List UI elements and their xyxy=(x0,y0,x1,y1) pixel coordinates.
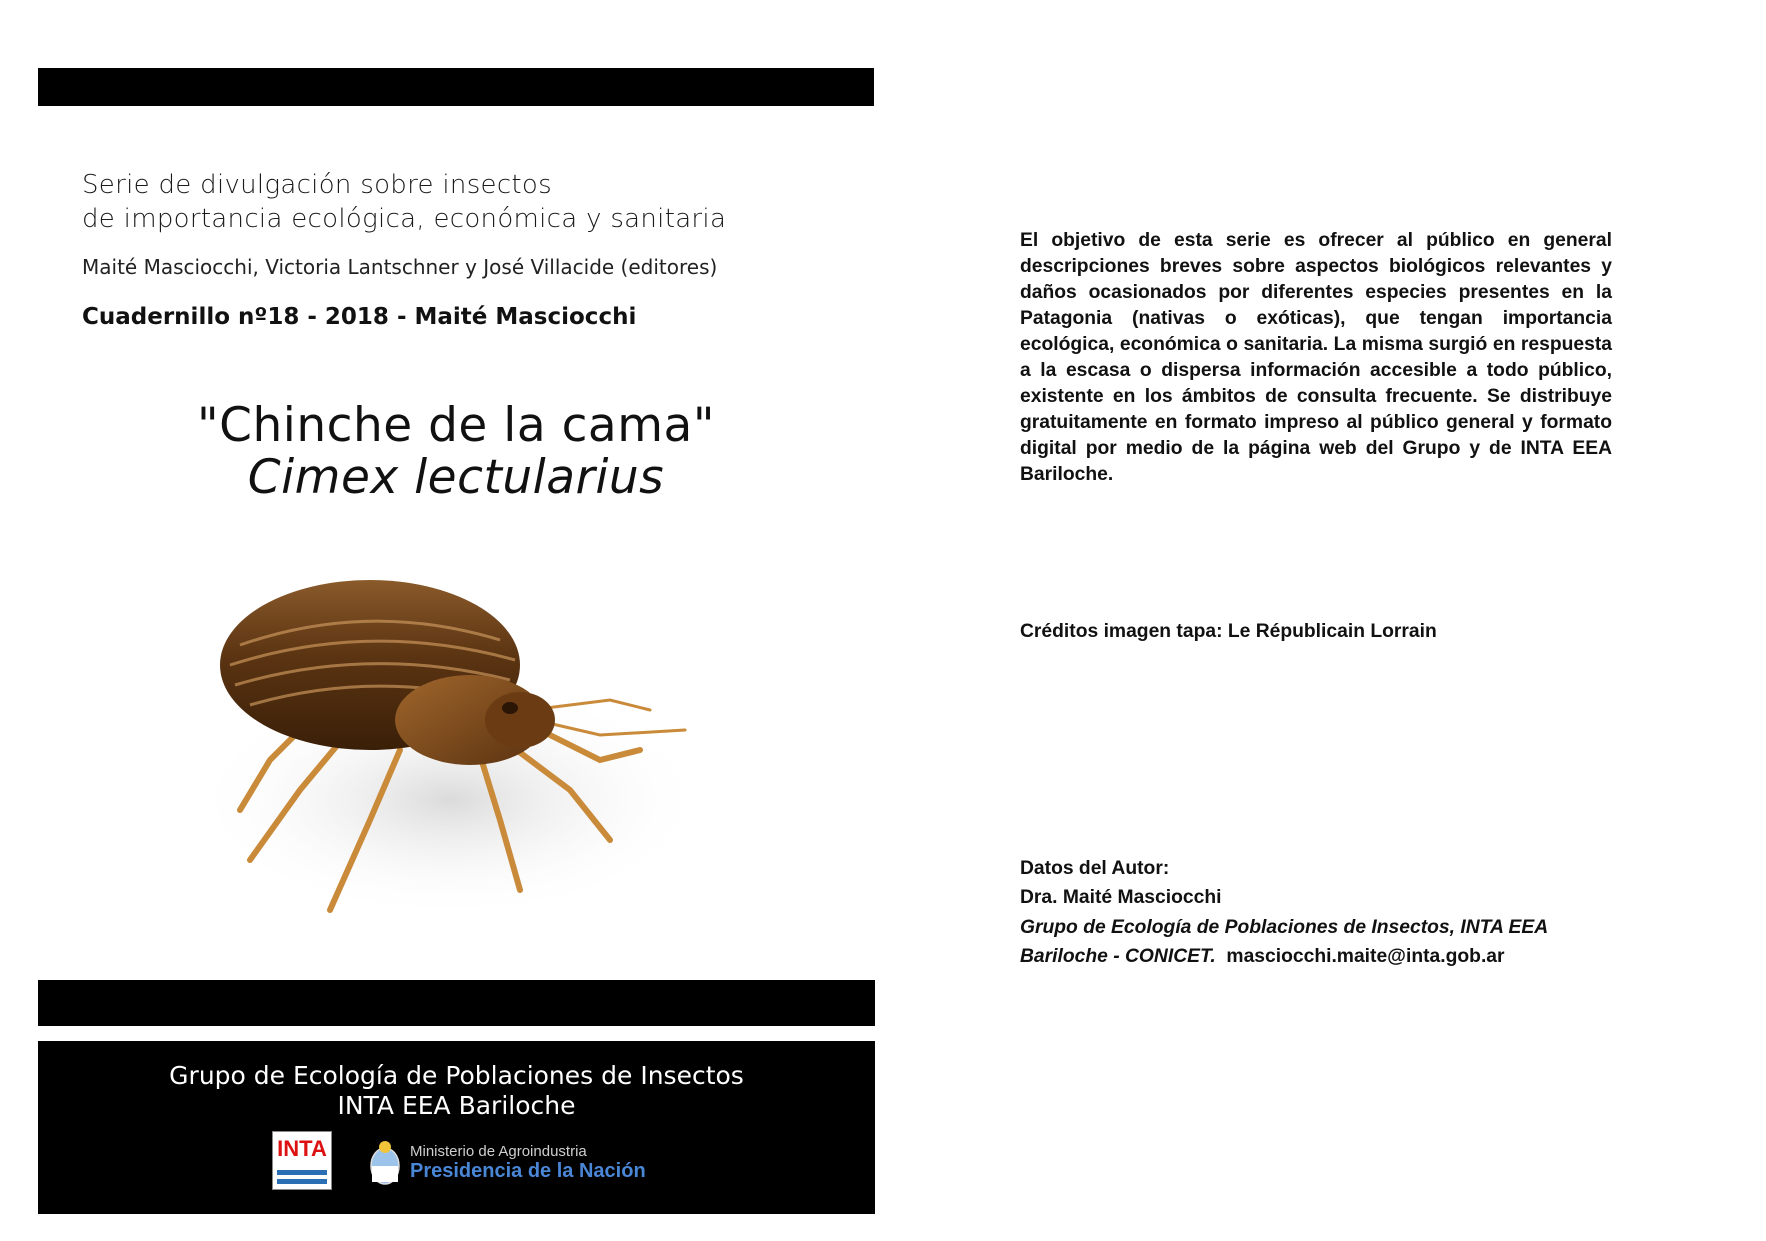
issue-line: Cuadernillo nº18 - 2018 - Maité Masciocchi xyxy=(82,304,637,330)
scientific-name-title: Cimex lectularius xyxy=(247,450,665,505)
institution-name: INTA EEA Bariloche xyxy=(337,1091,576,1120)
author-affiliation-continued: Bariloche - CONICET. xyxy=(1020,946,1216,967)
image-credits: Créditos imagen tapa: Le Républicain Lorrain xyxy=(1020,621,1437,642)
ministerio-label: Ministerio de Agroindustria xyxy=(410,1143,587,1160)
series-title-line1: Serie de divulgación sobre insectos xyxy=(82,170,552,200)
editors-line: Maité Masciocchi, Victoria Lantschner y José Villacide (editores) xyxy=(82,255,718,279)
bed-bug-photo xyxy=(180,560,760,940)
group-name: Grupo de Ecología de Poblaciones de Insectos xyxy=(169,1061,744,1090)
common-name-title: "Chinche de la cama" xyxy=(197,398,715,453)
middle-black-bar xyxy=(38,980,875,1026)
top-black-bar xyxy=(38,68,874,106)
author-email[interactable]: masciocchi.maite@inta.gob.ar xyxy=(1226,946,1505,967)
inta-logo xyxy=(272,1131,332,1190)
logo-stripe xyxy=(277,1179,327,1184)
presidencia-label: Presidencia de la Nación xyxy=(410,1160,646,1182)
author-affiliation-line1: Grupo de Ecología de Poblaciones de Insectos, INTA EEA xyxy=(1020,917,1549,938)
author-affiliation-line2 xyxy=(1020,946,1505,968)
logo-stripe xyxy=(277,1170,327,1175)
series-title-line2: de importancia ecológica, económica y sanitaria xyxy=(82,204,727,234)
inta-logo-text: INTA xyxy=(277,1136,327,1161)
argentina-coat-of-arms-icon xyxy=(367,1138,403,1188)
author-name: Dra. Maité Masciocchi xyxy=(1020,887,1222,908)
author-heading: Datos del Autor: xyxy=(1020,858,1170,879)
series-objective-paragraph: El objetivo de esta serie es ofrecer al público en general descripciones breves sobre aspectos biológicos relevantes y daños ocasionados por diferentes especies presentes en la Patagonia (nativas o exóticas), que tengan importancia ecológica, económica o sanitaria. La misma surgió en respuesta a la escasa o dispersa información accesible a todo público, existente en los ámbitos de consulta frecuente. Se distribuye gratuitamente en formato impreso al público general y formato digital por medio de la página web del Grupo y de INTA EEA Bariloche. xyxy=(1020,230,1612,485)
